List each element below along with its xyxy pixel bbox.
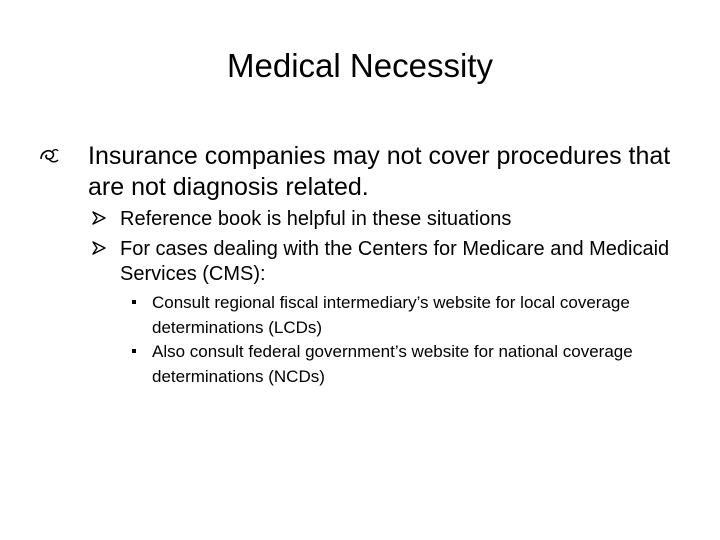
subsubbullet-text: Also consult federal government’s website for national coverage determinations (NCDs) (152, 342, 633, 386)
slide-title: Medical Necessity (227, 47, 493, 84)
square-bullet-icon (132, 300, 136, 304)
subbullet-text: For cases dealing with the Centers for Medicare and Medicaid Services (CMS): (120, 238, 670, 285)
arrowhead-icon (92, 211, 106, 225)
subbullet-text: Reference book is helpful in these situations (120, 208, 512, 230)
square-bullet-icon (132, 349, 136, 353)
arrowhead-icon (92, 241, 106, 255)
bullet-text: Insurance companies may not cover procedures that are not diagnosis related. (88, 142, 671, 201)
fancy-bullet-icon (38, 146, 60, 168)
subsubbullet-text: Consult regional fiscal intermediary’s website for local coverage determinations (LCDs) (152, 293, 630, 337)
